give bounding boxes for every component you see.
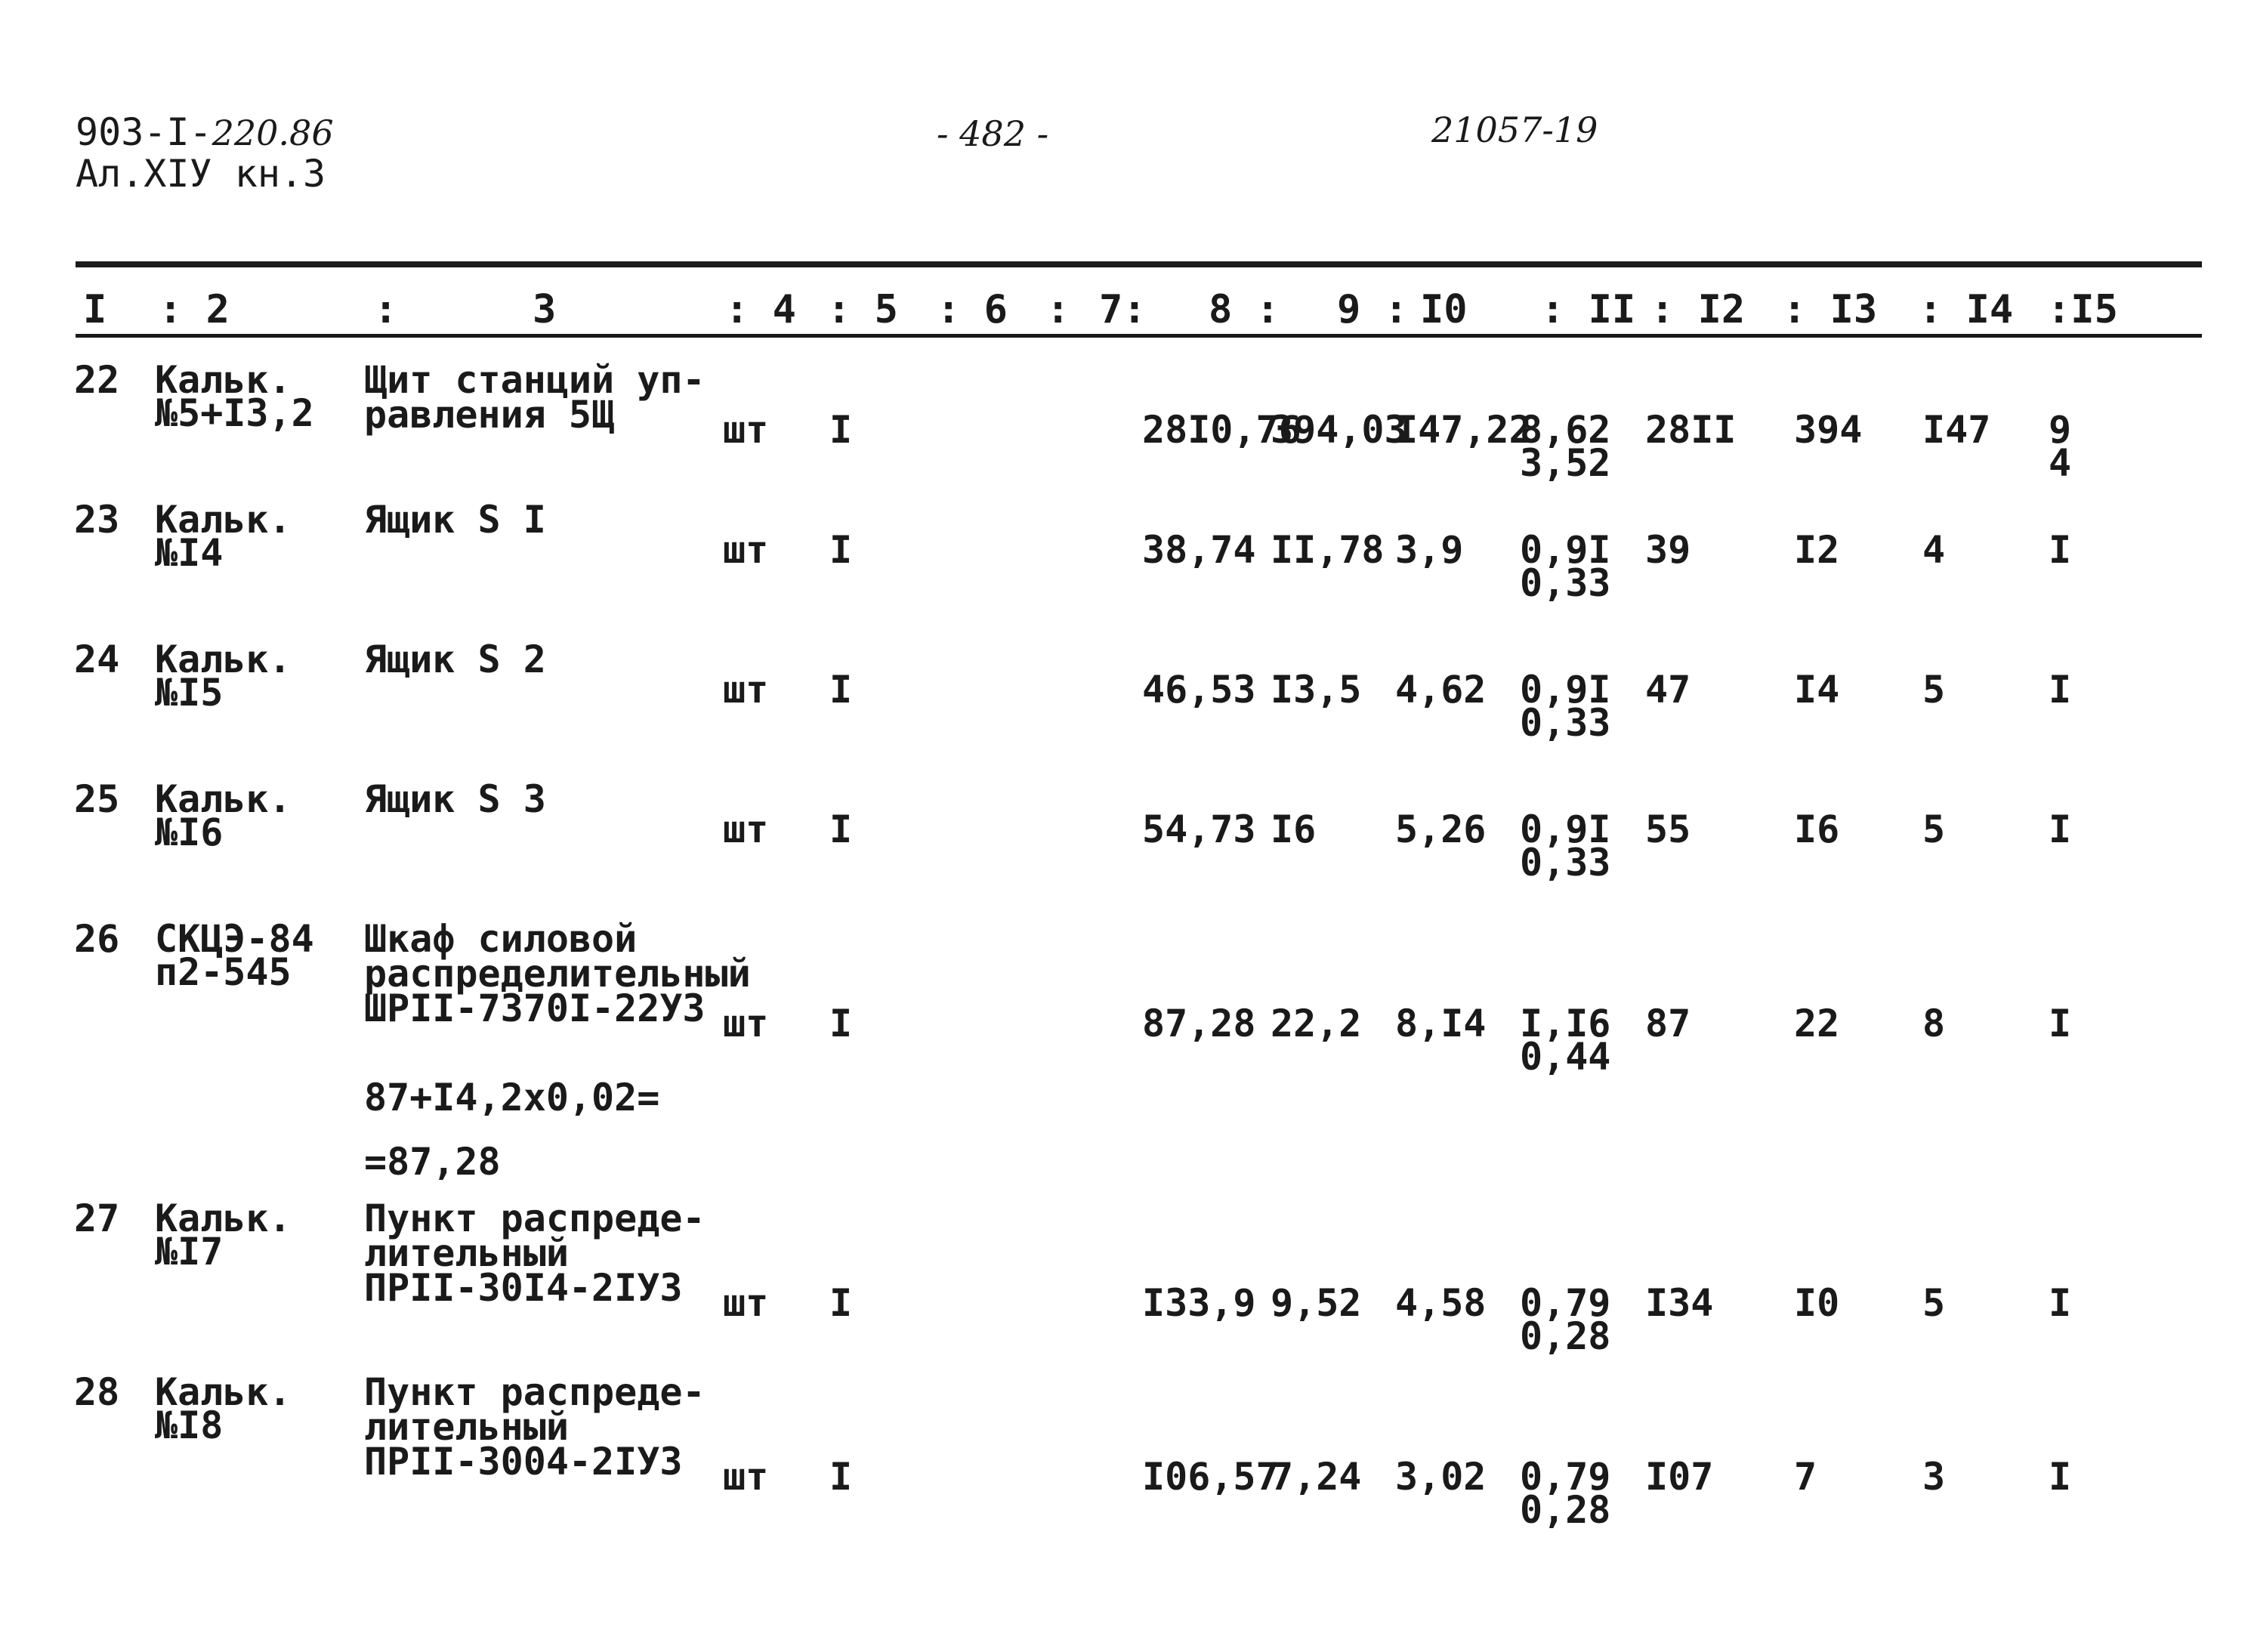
col-11-cell-bottom: 0,44 [1520,1035,1611,1079]
col-11-cell-top: 0,9I [1520,807,1611,851]
unit-cell: шт [723,1455,769,1499]
col-13-cell: I2 [1794,528,1840,572]
table-top-rule [76,261,2202,267]
quantity-cell: I [829,807,853,851]
item-name-line: лительный [364,1405,569,1449]
col-14-cell: 4 [1922,528,1946,572]
col-15-cell-top: 9 [2049,408,2072,452]
item-name-line: Пункт распреде- [364,1197,706,1240]
row-number: 26 [74,917,120,961]
col-9-cell: I3,5 [1271,668,1362,712]
column-number-8: : [1046,287,1070,332]
reference-line-2: №I8 [155,1403,224,1447]
item-name-line: Пункт распреде- [364,1370,706,1414]
col-11-cell-bottom: 3,52 [1520,441,1611,485]
col-11-cell-top: 0,79 [1520,1281,1611,1325]
unit-cell: шт [723,1281,769,1325]
item-name-line: Ящик S 2 [364,638,546,681]
row-number: 24 [74,638,120,681]
col-13-cell: 7 [1794,1455,1817,1499]
reference-line-1: СКЦЭ-84 [155,917,314,961]
item-name-line: распределительный [364,952,751,996]
quantity-cell: I [829,1281,853,1325]
column-number-12: I0 [1420,287,1468,332]
column-number-11: 9 : [1337,287,1408,332]
col-10-cell: 4,58 [1395,1281,1487,1325]
unit-cell: шт [723,1002,769,1045]
column-number-10: 8 : [1209,287,1280,332]
reference-line-2: п2-545 [155,950,292,994]
reference-line-1: Кальк. [155,1370,292,1414]
column-number-6: : 5 [827,287,898,332]
col-12-cell: 55 [1645,807,1691,851]
reference-line-1: Кальк. [155,1197,292,1240]
col-12-cell: 39 [1645,528,1691,572]
column-number-4: 3 [533,287,557,332]
col-9-cell: II,78 [1271,528,1385,572]
calculation-line-1: 87+I4,2х0,02= [364,1076,660,1119]
document-number: 21057-19 [1431,110,1598,150]
quantity-cell: I [829,1455,853,1499]
column-number-5: : 4 [725,287,796,332]
col-12-cell: I07 [1645,1455,1714,1499]
column-number-17: :I5 [2047,287,2118,332]
col-11-cell-bottom: 0,33 [1520,701,1611,745]
col-8-cell: 38,74 [1142,528,1256,572]
col-11-cell-top: 0,9I [1520,668,1611,712]
table-header-rule [76,334,2202,338]
item-name-line: Шкаф силовой [364,917,638,961]
col-10-cell: I47,22 [1395,408,1532,452]
col-10-cell: 5,26 [1395,807,1487,851]
col-15-cell-top: I [2049,528,2072,572]
calculation-line-2: =87,28 [364,1140,501,1184]
item-name-line: Щит станций уп- [364,358,706,402]
col-9-cell: 7,24 [1271,1455,1362,1499]
col-8-cell: 28I0,76 [1142,408,1302,452]
col-11-cell-top: I,I6 [1520,1002,1611,1045]
col-11-cell-bottom: 0,33 [1520,561,1611,605]
reference-line-1: Кальк. [155,358,292,402]
row-number: 27 [74,1197,120,1240]
column-number-7: : 6 [937,287,1008,332]
col-15-cell-top: I [2049,668,2072,712]
quantity-cell: I [829,408,853,452]
column-number-15: : I3 [1783,287,1878,332]
col-10-cell: 3,02 [1395,1455,1487,1499]
col-13-cell: 22 [1794,1002,1840,1045]
column-number-1: I [83,287,107,332]
col-8-cell: I06,57 [1142,1455,1279,1499]
item-name-line: Ящик S I [364,498,546,542]
row-number: 28 [74,1370,120,1414]
reference-line-1: Кальк. [155,498,292,542]
col-11-cell-top: 8,62 [1520,408,1611,452]
col-13-cell: I6 [1794,807,1840,851]
column-number-2: : 2 [159,287,230,332]
col-12-cell: I34 [1645,1281,1714,1325]
col-8-cell: 87,28 [1142,1002,1256,1045]
row-number: 25 [74,777,120,821]
col-15-cell-top: I [2049,807,2072,851]
col-11-cell-top: 0,79 [1520,1455,1611,1499]
unit-cell: шт [723,408,769,452]
col-8-cell: 46,53 [1142,668,1256,712]
item-name-line: Ящик S 3 [364,777,546,821]
quantity-cell: I [829,1002,853,1045]
col-15-cell-top: I [2049,1002,2072,1045]
item-name-line: лительный [364,1231,569,1275]
unit-cell: шт [723,668,769,712]
col-11-cell-bottom: 0,28 [1520,1314,1611,1358]
col-10-cell: 4,62 [1395,668,1487,712]
col-14-cell: 3 [1922,1455,1946,1499]
quantity-cell: I [829,668,853,712]
album-label: Ал.XIУ кн.3 [76,152,326,196]
reference-line-2: №I7 [155,1230,224,1274]
reference-line-2: №I5 [155,671,224,715]
col-14-cell: I47 [1922,408,1991,452]
col-8-cell: I33,9 [1142,1281,1256,1325]
column-number-13: : II [1541,287,1636,332]
col-14-cell: 8 [1922,1002,1946,1045]
unit-cell: шт [723,807,769,851]
reference-line-2: №I4 [155,531,224,575]
item-name-line: ШРII-7370I-22УЗ [364,987,706,1030]
item-name-line: ПРII-3004-2IУЗ [364,1440,683,1484]
col-9-cell: 22,2 [1271,1002,1362,1045]
col-14-cell: 5 [1922,807,1946,851]
item-name-line: равления 5Щ [364,393,615,437]
col-9-cell: 394,03 [1271,408,1407,452]
col-15-cell-top: I [2049,1281,2072,1325]
column-number-3: : [374,287,398,332]
column-number-14: : I2 [1650,287,1746,332]
reference-line-2: №5+I3,2 [155,391,314,435]
document-code-prefix: 903-I- [76,110,212,154]
col-12-cell: 28II [1645,408,1737,452]
reference-line-1: Кальк. [155,638,292,681]
col-12-cell: 47 [1645,668,1691,712]
row-number: 22 [74,358,120,402]
column-number-9: 7: [1099,287,1147,332]
col-11-cell-top: 0,9I [1520,528,1611,572]
document-code [76,110,334,154]
page-number: - 482 - [937,113,1049,154]
unit-cell: шт [723,528,769,572]
col-11-cell-bottom: 0,28 [1520,1488,1611,1532]
col-10-cell: 8,I4 [1395,1002,1487,1045]
col-9-cell: 9,52 [1271,1281,1362,1325]
col-13-cell: I4 [1794,668,1840,712]
col-14-cell: 5 [1922,1281,1946,1325]
col-11-cell-bottom: 0,33 [1520,841,1611,885]
col-15-cell-bottom: 4 [2049,441,2072,485]
col-13-cell: I0 [1794,1281,1840,1325]
document-code-suffix: 220.86 [212,113,334,153]
reference-line-1: Кальк. [155,777,292,821]
col-13-cell: 394 [1794,408,1863,452]
item-name-line: ПРII-30I4-2IУЗ [364,1266,683,1310]
quantity-cell: I [829,528,853,572]
col-10-cell: 3,9 [1395,528,1464,572]
col-14-cell: 5 [1922,668,1946,712]
col-8-cell: 54,73 [1142,807,1256,851]
row-number: 23 [74,498,120,542]
col-9-cell: I6 [1271,807,1317,851]
col-15-cell-top: I [2049,1455,2072,1499]
column-number-16: : I4 [1919,287,2014,332]
col-12-cell: 87 [1645,1002,1691,1045]
reference-line-2: №I6 [155,811,224,854]
